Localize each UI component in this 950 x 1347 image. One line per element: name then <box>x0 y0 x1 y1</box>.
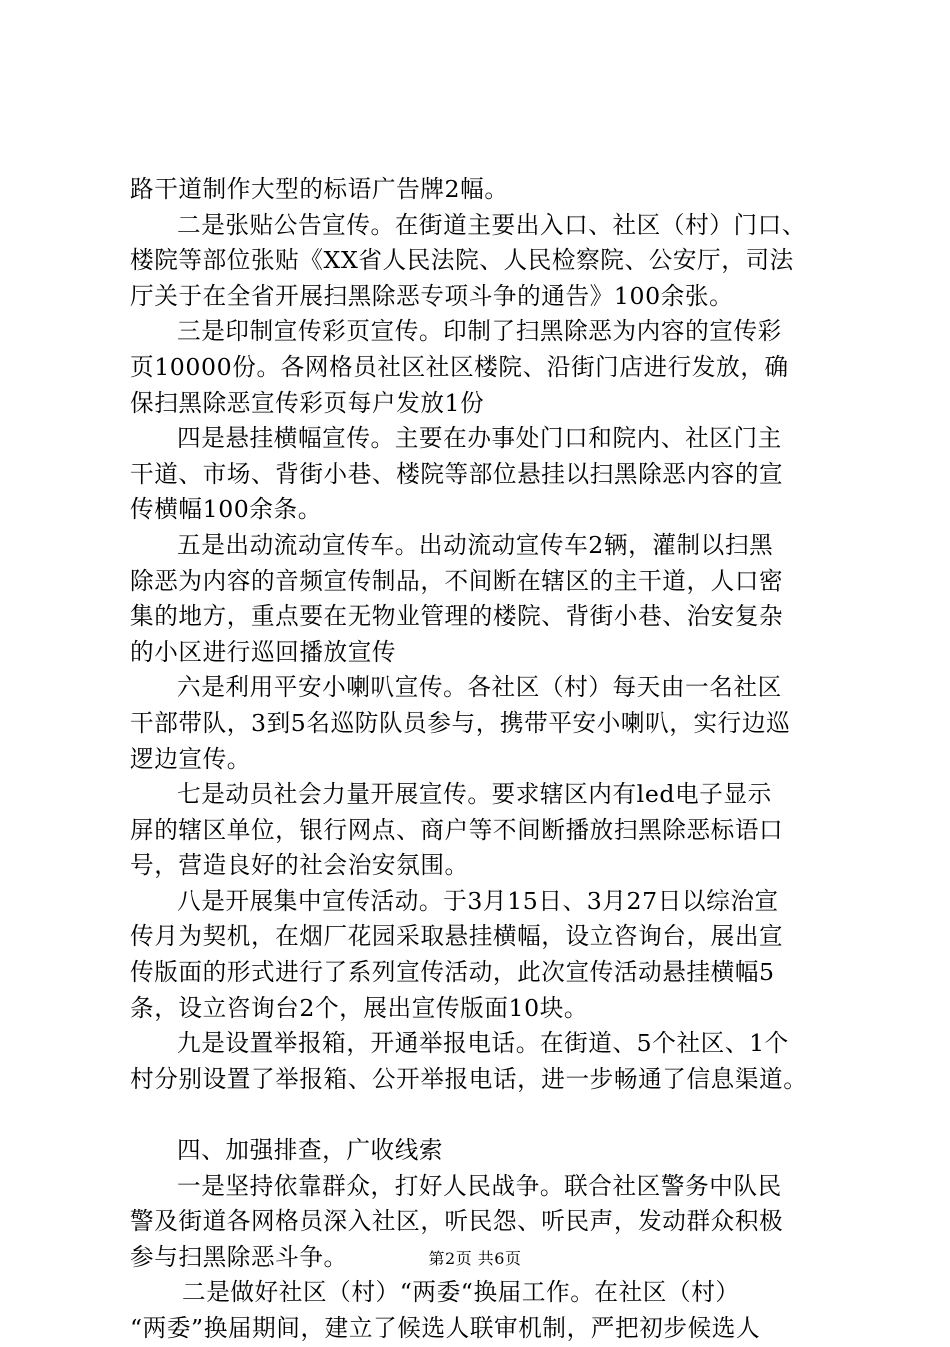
text-line: 五是出动流动宣传车。出动流动宣传车2辆，灌制以扫黑 <box>177 530 774 559</box>
text-line: 路干道制作大型的标语广告牌2幅。 <box>130 175 509 203</box>
page-footer: 第2页 共6页 <box>428 1249 522 1268</box>
text-line: 页10000份。各网格员社区社区楼院、沿街门店进行发放，确 <box>130 352 789 381</box>
section-heading: 四、加强排查，广收线索 <box>177 1136 444 1165</box>
text-line: 传横幅100余条。 <box>130 495 322 524</box>
text-line: 传月为契机，在烟厂花园采取悬挂横幅，设立咨询台，展出宣 <box>130 922 784 951</box>
text-line: 干道、市场、背街小巷、楼院等部位悬挂以扫黑除恶内容的宣 <box>130 459 784 488</box>
text-line: 传版面的形式进行了系列宣传活动，此次宣传活动悬挂横幅5 <box>130 958 775 987</box>
text-line: 的小区进行巡回播放宣传 <box>130 637 397 666</box>
text-line: 村分别设置了举报箱、公开举报电话，进一步畅通了信息渠道。 <box>130 1064 808 1093</box>
text-line: 六是利用平安小喇叭宣传。各社区（村）每天由一名社区 <box>177 673 782 702</box>
text-line: 七是动员社会力量开展宣传。要求辖区内有led电子显示 <box>177 780 772 809</box>
blank-line <box>130 1097 850 1133</box>
document-body <box>130 172 850 1347</box>
text-line: 条，设立咨询台2个，展出宣传版面10块。 <box>130 993 589 1022</box>
text-line: 二是做好社区（村）“两委“换届工作。在社区（村） <box>182 1278 740 1307</box>
text-line: 逻边宣传。 <box>130 744 251 773</box>
text-line: 九是设置举报箱，开通举报电话。在街道、5个社区、1个 <box>177 1029 789 1058</box>
text-line: 三是印制宣传彩页宣传。印制了扫黑除恶为内容的宣传彩 <box>177 317 782 346</box>
text-line: 二是张贴公告宣传。在街道主要出入口、社区（村）门口、 <box>177 210 807 239</box>
text-line: 保扫黑除恶宣传彩页每户发放1份 <box>130 388 485 417</box>
text-line: “两委”换届期间，建立了候选人联审机制，严把初步候选人 <box>130 1314 761 1342</box>
text-line: 警及街道各网格员深入社区，听民怨、听民声，发动群众积极 <box>130 1207 784 1236</box>
text-line: 一是坚持依靠群众，打好人民战争。联合社区警务中队民 <box>177 1171 782 1200</box>
text-line: 集的地方，重点要在无物业管理的楼院、背街小巷、治安复杂 <box>130 602 784 631</box>
text-line: 号，营造良好的社会治安氛围。 <box>130 851 469 880</box>
text-line: 干部带队，3到5名巡防队员参与，携带平安小喇叭，实行边巡 <box>130 708 791 737</box>
text-line: 八是开展集中宣传活动。于3月15日、3月27日以综治宣 <box>177 886 779 915</box>
text-line: 厅关于在全省开展扫黑除恶专项斗争的通告》100余张。 <box>130 281 734 310</box>
text-line: 参与扫黑除恶斗争。 <box>130 1242 348 1271</box>
text-line: 楼院等部位张贴《XX省人民法院、人民检察院、公安厅，司法 <box>130 246 794 275</box>
text-line: 四是悬挂横幅宣传。主要在办事处门口和院内、社区门主 <box>177 424 782 453</box>
text-line: 屏的辖区单位，银行网点、商户等不间断播放扫黑除恶标语口 <box>130 815 784 844</box>
text-line: 除恶为内容的音频宣传制品，不间断在辖区的主干道，人口密 <box>130 566 784 595</box>
